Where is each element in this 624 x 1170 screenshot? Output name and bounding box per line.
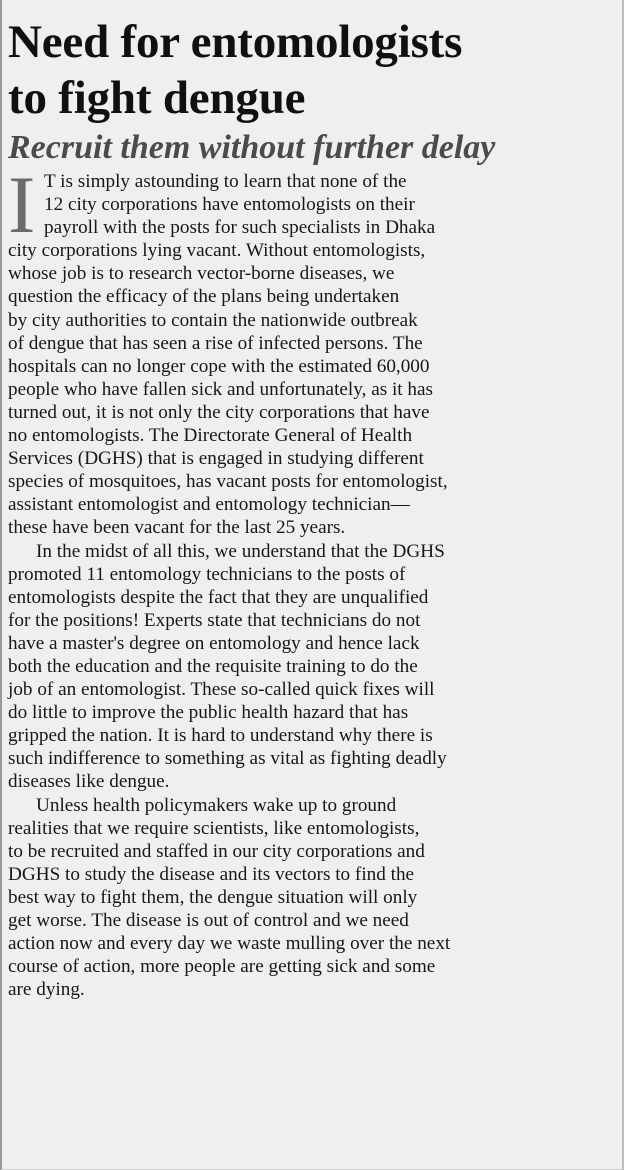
- body-line: such indifference to something as vital as fighting deadly: [8, 748, 447, 770]
- body-line: of dengue that has seen a rise of infected persons. The: [8, 332, 423, 354]
- body-line: 12 city corporations have entomologists on their: [44, 194, 415, 216]
- body-line: to be recruited and staffed in our city corporations and: [8, 840, 425, 862]
- body-line: turned out, it is not only the city corporations that have: [8, 401, 430, 423]
- body-line: payroll with the posts for such specialists in Dhaka: [44, 217, 436, 239]
- body-line: best way to fight them, the dengue situation will only: [8, 886, 418, 908]
- article-body: [8, 159, 612, 1001]
- body-line: Services (DGHS) that is engaged in studying different: [8, 448, 424, 470]
- headline-line: Need for entomologists: [8, 16, 463, 68]
- body-line: assistant entomologist and entomology technician—: [8, 494, 410, 516]
- subheadline: Recruit them without further delay: [8, 129, 496, 166]
- body-line: whose job is to research vector-borne diseases, we: [8, 263, 395, 285]
- body-line: hospitals can no longer cope with the estimated 60,000: [8, 355, 430, 377]
- body-line: diseases like dengue.: [8, 771, 170, 793]
- body-line: no entomologists. The Directorate General of Health: [8, 425, 413, 447]
- headline-line: to fight dengue: [8, 72, 306, 124]
- body-line: city corporations lying vacant. Without entomologists,: [8, 240, 426, 262]
- body-line: do little to improve the public health hazard that has: [8, 702, 409, 724]
- body-line: promoted 11 entomology technicians to the posts of: [8, 563, 406, 585]
- editorial-article: [8, 14, 612, 1001]
- paragraph-1: [8, 159, 612, 540]
- body-line: by city authorities to contain the nationwide outbreak: [8, 309, 418, 331]
- body-line: Unless health policymakers wake up to ground: [36, 794, 397, 816]
- headline: [8, 14, 612, 126]
- body-line: people who have fallen sick and unfortunately, as it has: [8, 378, 434, 400]
- body-line: In the midst of all this, we understand that the DGHS: [36, 540, 445, 562]
- body-line: job of an entomologist. These so-called quick fixes will: [8, 679, 435, 701]
- body-line: species of mosquitoes, has vacant posts for entomologist,: [8, 471, 448, 493]
- body-line: get worse. The disease is out of control and we need: [8, 910, 409, 931]
- body-line: have a master's degree on entomology and hence lack: [8, 632, 420, 654]
- body-line: for the positions! Experts state that technicians do not: [8, 609, 421, 631]
- body-line: question the efficacy of the plans being undertaken: [8, 286, 400, 308]
- body-line: DGHS to study the disease and its vectors to find the: [8, 863, 415, 885]
- body-line: gripped the nation. It is hard to understand why there is: [8, 725, 433, 747]
- body-line: entomologists despite the fact that they are unqualified: [8, 586, 429, 608]
- body-line: T is simply astounding to learn that none of the: [44, 171, 407, 192]
- body-line: realities that we require scientists, like entomologists,: [8, 817, 420, 839]
- drop-cap: I: [8, 159, 36, 250]
- body-line: action now and every day we waste mulling over the next: [8, 933, 451, 955]
- paragraph-2: [8, 540, 612, 794]
- paragraph-3: [8, 794, 612, 1002]
- body-line: are dying.: [8, 979, 85, 1001]
- body-line: course of action, more people are getting sick and some: [8, 956, 436, 978]
- body-line: both the education and the requisite training to do the: [8, 655, 418, 677]
- body-line: these have been vacant for the last 25 years.: [8, 517, 346, 539]
